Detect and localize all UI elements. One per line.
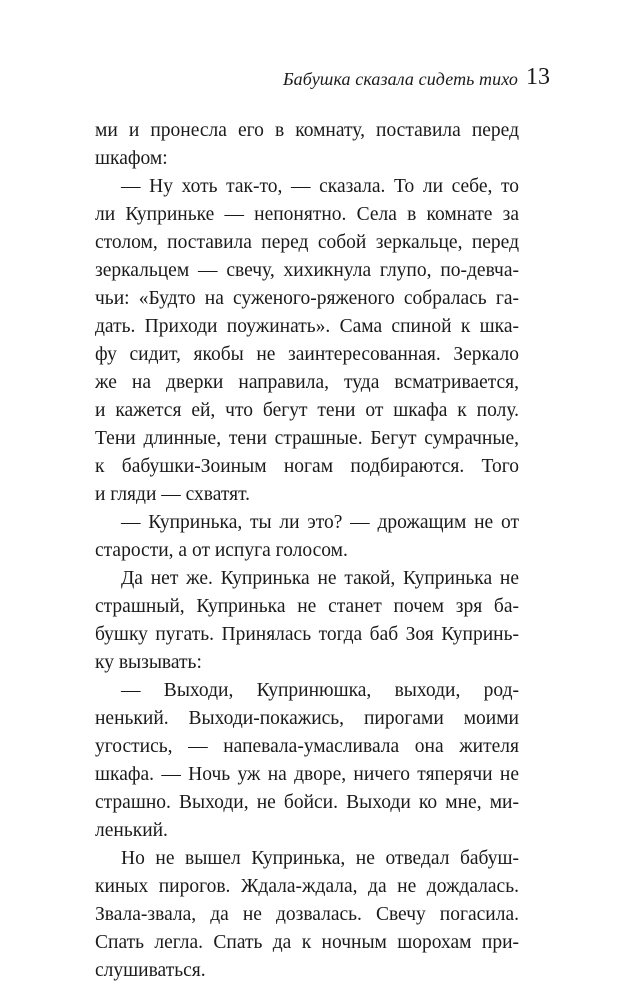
text-line: ми и пронесла его в комнату, поставила перед: [95, 120, 519, 141]
text-line: ли Куприньке — непонятно. Села в комнате за: [95, 204, 519, 225]
text-line: ку вызывать:: [95, 652, 202, 673]
text-line: угостись, — напевала-умасливала она жителя: [95, 736, 519, 757]
page-number: 13: [526, 64, 550, 90]
text-line: фу сидит, якобы не заинтересованная. Зеркало: [95, 344, 519, 365]
text-line: шкафа. — Ночь уж на дворе, ничего тяперячи не: [95, 764, 519, 785]
text-line: Спать легла. Спать да к ночным шорохам при-: [95, 932, 519, 953]
text-line: Звала-звала, да не дозвалась. Свечу погасила.: [95, 904, 519, 925]
text-line: — Ну хоть так-то, — сказала. То ли себе, то: [121, 176, 519, 197]
text-line: Да нет же. Купринька не такой, Купринька не: [121, 568, 519, 589]
text-line: зеркальцем — свечу, хихикнула глупо, по-девча-: [95, 260, 519, 281]
text-line: ненький. Выходи-покажись, пирогами моими: [95, 708, 519, 729]
text-line: Но не вышел Купринька, не отведал бабуш-: [121, 848, 519, 869]
text-line: и кажется ей, что бегут тени от шкафа к полу.: [95, 400, 519, 421]
text-line: страшно. Выходи, не бойси. Выходи ко мне, ми-: [95, 792, 519, 813]
text-line: старости, а от испуга голосом.: [95, 540, 348, 561]
text-line: Тени длинные, тени страшные. Бегут сумрачные,: [95, 428, 519, 449]
text-line: столом, поставила перед собой зеркальце, перед: [95, 232, 519, 253]
text-line: киных пирогов. Ждала-ждала, да не дождалась.: [95, 876, 519, 897]
text-line: шкафом:: [95, 148, 168, 169]
body-text: [95, 117, 519, 985]
text-line: дать. Приходи поужинать». Сама спиной к шка-: [95, 316, 519, 337]
text-line: ленький.: [95, 820, 168, 841]
text-line: страшный, Купринька не станет почем зря ба-: [95, 596, 519, 617]
text-line: — Купринька, ты ли это? — дрожащим не от: [121, 512, 519, 533]
text-line: — Выходи, Купринюшка, выходи, род-: [121, 680, 519, 701]
text-line: слушиваться.: [95, 960, 206, 981]
text-line: чьи: «Будто на суженого-ряженого собралась га-: [95, 288, 519, 309]
text-line: и гляди — схватят.: [95, 484, 251, 505]
running-title: Бабушка сказала сидеть тихо: [282, 69, 518, 89]
text-line: бушку пугать. Принялась тогда баб Зоя Купринь-: [95, 624, 519, 645]
text-line: к бабушки-Зоиным ногам подбираются. Того: [95, 456, 519, 477]
text-line: же на дверки направила, туда всматривается,: [95, 372, 519, 393]
